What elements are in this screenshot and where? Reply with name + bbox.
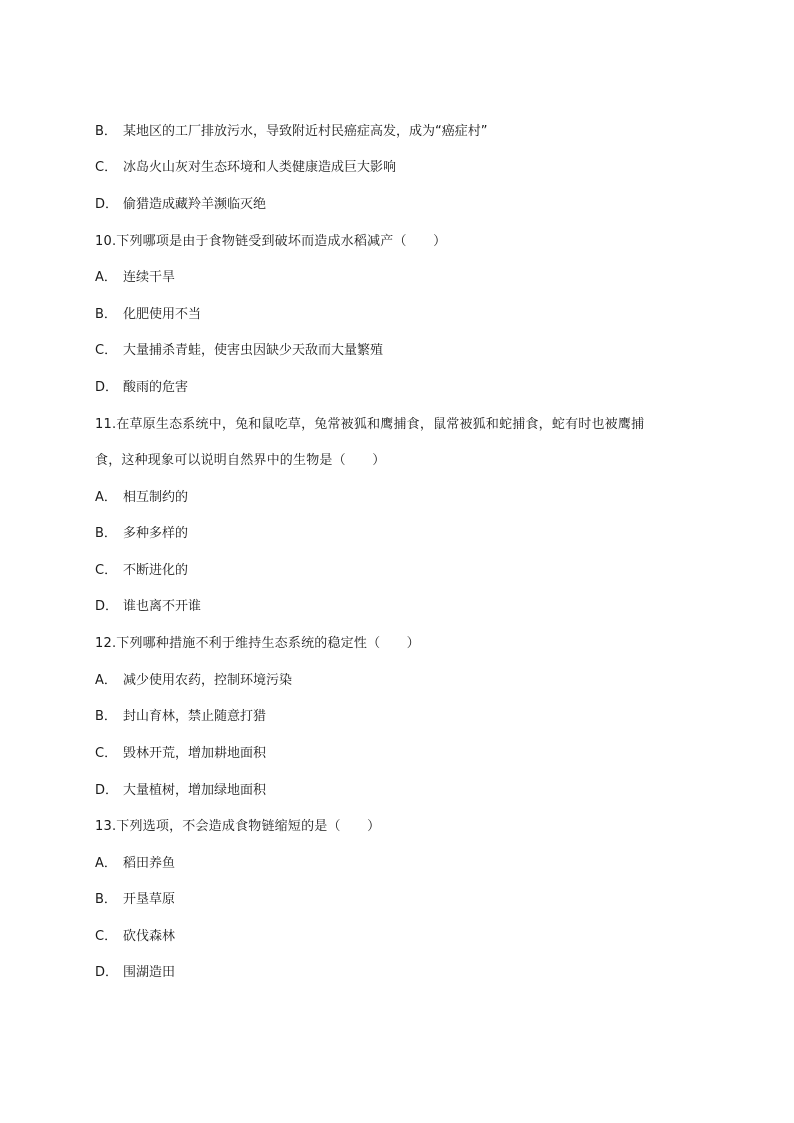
option-letter: A． [95, 270, 117, 285]
option-text: 稻田养鱼 [123, 856, 176, 871]
question-13-option-d [95, 965, 175, 981]
option-letter: A． [95, 856, 117, 871]
option-letter: B． [95, 526, 117, 541]
option-text: 不断进化的 [123, 563, 189, 578]
question-13-option-a [95, 856, 175, 872]
option-letter: A． [95, 673, 117, 688]
option-text: 偷猎造成藏羚羊濒临灭绝 [123, 197, 267, 212]
option-prev-c [95, 160, 396, 176]
option-text: 冰岛火山灰对生态环境和人类健康造成巨大影响 [123, 160, 397, 175]
question-13-option-b [95, 892, 175, 908]
question-11-option-b [95, 526, 188, 542]
question-11-option-c [95, 563, 188, 579]
option-prev-d [95, 197, 266, 213]
question-10-option-a [95, 270, 175, 286]
question-10-option-d [95, 380, 188, 396]
option-text: 化肥使用不当 [123, 307, 202, 322]
option-letter: C． [95, 343, 118, 358]
option-letter: B． [95, 124, 117, 139]
option-letter: B． [95, 307, 117, 322]
option-text: 毁林开荒，增加耕地面积 [123, 746, 267, 761]
question-12-option-c [95, 746, 266, 762]
option-letter: C． [95, 746, 118, 761]
option-text: 封山育林，禁止随意打猎 [123, 709, 267, 724]
option-letter: D． [95, 197, 119, 212]
question-11-option-a [95, 490, 188, 506]
question-13-stem: 13.下列选项，不会造成食物链缩短的是（ ） [95, 819, 381, 834]
question-12-stem: 12.下列哪种措施不利于维持生态系统的稳定性（ ） [95, 636, 420, 651]
option-text: 连续干旱 [123, 270, 176, 285]
option-letter: C． [95, 929, 118, 944]
question-12-option-b [95, 709, 266, 725]
question-10-stem: 10.下列哪项是由于食物链受到破坏而造成水稻减产（ ） [95, 234, 447, 249]
option-letter: D． [95, 965, 119, 980]
question-12-option-a [95, 673, 292, 689]
option-letter: A． [95, 490, 117, 505]
question-10-option-c [95, 343, 383, 359]
question-11-stem-line-1: 11.在草原生态系统中，兔和鼠吃草，兔常被狐和鹰捕食，鼠常被狐和蛇捕食，蛇有时也被鹰捕 [95, 417, 645, 432]
option-text: 减少使用农药，控制环境污染 [123, 673, 293, 688]
option-text: 相互制约的 [123, 490, 189, 505]
question-10-option-b [95, 307, 201, 323]
option-letter: B． [95, 892, 117, 907]
question-13-option-c [95, 929, 175, 945]
option-letter: B． [95, 709, 117, 724]
option-letter: C． [95, 160, 118, 175]
option-text: 砍伐森林 [123, 929, 176, 944]
option-text: 围湖造田 [123, 965, 176, 980]
option-text: 大量植树，增加绿地面积 [123, 783, 267, 798]
option-letter: D． [95, 380, 119, 395]
question-11-option-d [95, 599, 201, 615]
option-text: 谁也离不开谁 [123, 599, 202, 614]
option-text: 多种多样的 [123, 526, 189, 541]
option-letter: C． [95, 563, 118, 578]
question-11-stem-line-2: 食，这种现象可以说明自然界中的生物是（ ） [95, 453, 386, 468]
option-letter: D． [95, 599, 119, 614]
option-letter: D． [95, 783, 119, 798]
option-text: 某地区的工厂排放污水，导致附近村民癌症高发，成为“癌症村” [123, 124, 488, 139]
option-text: 酸雨的危害 [123, 380, 189, 395]
question-12-option-d [95, 783, 266, 799]
option-text: 大量捕杀青蛙，使害虫因缺少天敌而大量繁殖 [123, 343, 384, 358]
option-text: 开垦草原 [123, 892, 176, 907]
option-prev-b [95, 124, 487, 140]
